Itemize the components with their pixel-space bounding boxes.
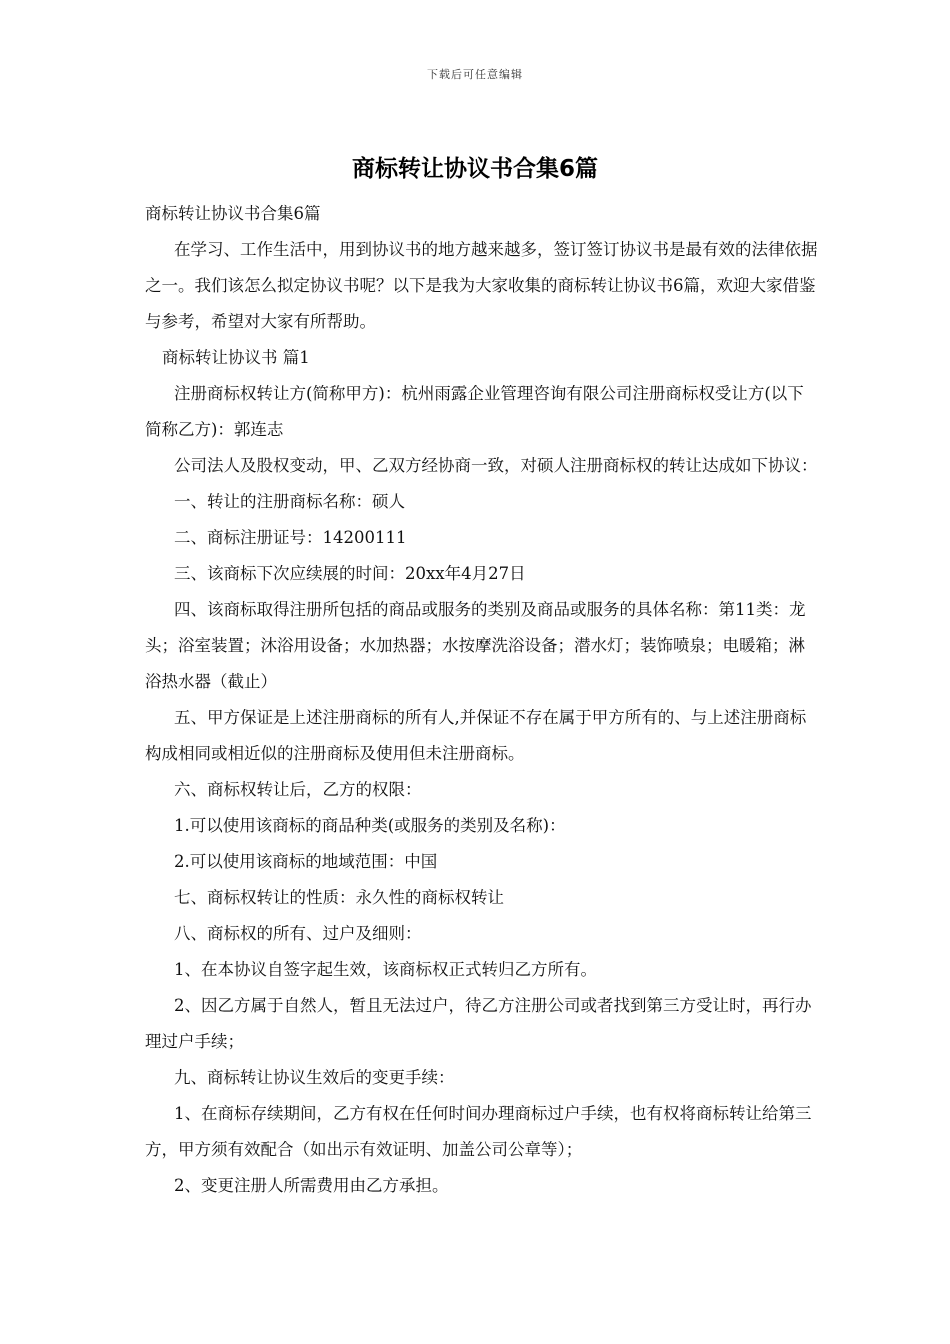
paragraph: 注册商标权转让方(简称甲方)：杭州雨露企业管理咨询有限公司注册商标权受让方(以下简称乙方)：郭连志: [145, 384, 804, 439]
paragraph: 1.可以使用该商标的商品种类(或服务的类别及名称)：: [174, 816, 566, 835]
document-body: [145, 196, 820, 1204]
paragraph: 四、该商标取得注册所包括的商品或服务的类别及商品或服务的具体名称：第11类：龙头；浴室装置；沐浴用设备；水加热器；水按摩洗浴设备；潜水灯；装饰喷泉；电暖箱；淋浴热水器（截止）: [145, 600, 806, 691]
paragraph: 2.可以使用该商标的地域范围：中国: [174, 852, 438, 871]
paragraph: 七、商标权转让的性质：永久性的商标权转让: [174, 888, 504, 907]
paragraph: 六、商标权转让后，乙方的权限：: [174, 780, 422, 799]
paragraph: 在学习、工作生活中，用到协议书的地方越来越多，签订签订协议书是最有效的法律依据之一。我们该怎么拟定协议书呢？以下是我为大家收集的商标转让协议书6篇，欢迎大家借鉴与参考，希望对大家有所帮助。: [145, 240, 818, 331]
paragraph: 八、商标权的所有、过户及细则：: [174, 924, 422, 943]
paragraph: 五、甲方保证是上述注册商标的所有人,并保证不存在属于甲方所有的、与上述注册商标构成相同或相近似的注册商标及使用但未注册商标。: [145, 708, 807, 763]
paragraph: 1、在商标存续期间，乙方有权在任何时间办理商标过户手续，也有权将商标转让给第三方，甲方须有效配合（如出示有效证明、加盖公司公章等）；: [145, 1104, 812, 1159]
paragraph: 二、商标注册证号：14200111: [174, 528, 407, 547]
page-title: 商标转让协议书合集6篇: [351, 156, 598, 182]
paragraph: 一、转让的注册商标名称：硕人: [174, 492, 405, 511]
header-note: 下载后可任意编辑: [427, 68, 523, 81]
paragraph: 九、商标转让协议生效后的变更手续：: [174, 1068, 455, 1087]
paragraph: 2、变更注册人所需费用由乙方承担。: [174, 1176, 449, 1195]
paragraph: 2、因乙方属于自然人，暂且无法过户，待乙方注册公司或者找到第三方受让时，再行办理过户手续；: [145, 996, 812, 1051]
paragraph: 商标转让协议书 篇1: [162, 348, 310, 367]
paragraph: 1、在本协议自签字起生效，该商标权正式转归乙方所有。: [174, 960, 597, 979]
paragraph: 公司法人及股权变动，甲、乙双方经协商一致，对硕人注册商标权的转让达成如下协议：: [174, 456, 818, 475]
paragraph: 三、该商标下次应续展的时间：20xx年4月27日: [174, 564, 526, 583]
paragraph: 商标转让协议书合集6篇: [145, 204, 321, 223]
